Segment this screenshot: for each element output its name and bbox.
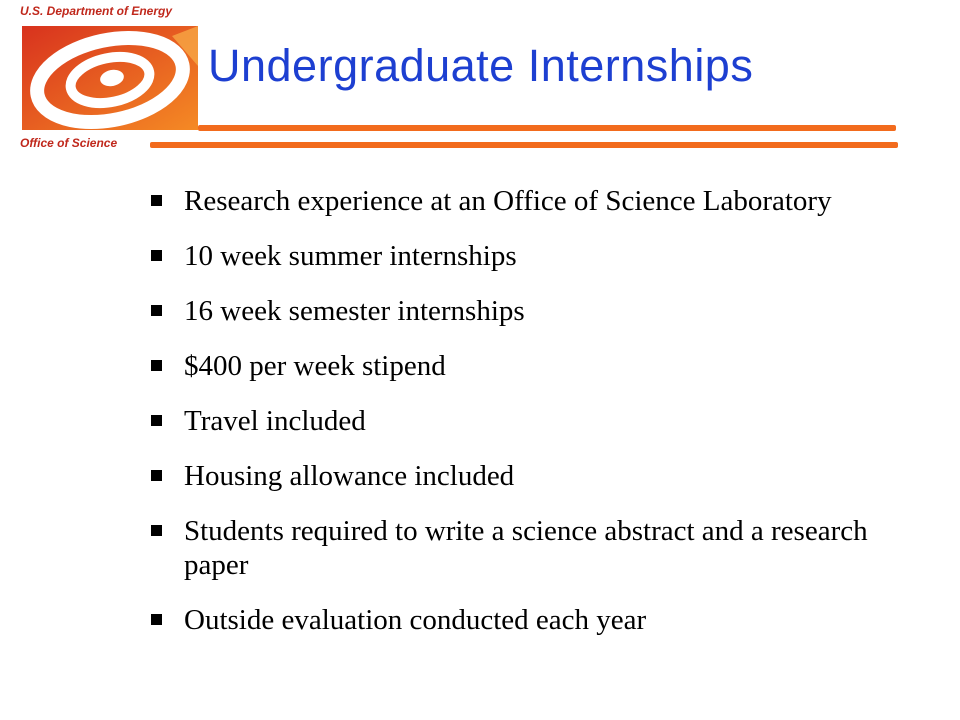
title-divider-top	[198, 125, 896, 131]
list-item	[148, 514, 888, 582]
list-item	[148, 239, 888, 273]
slide-title: Undergraduate Internships	[208, 40, 754, 91]
list-item	[148, 404, 888, 438]
bullet-text: 16 week semester internships	[184, 295, 525, 327]
bullet-marker-icon	[151, 415, 162, 426]
bullet-marker-icon	[151, 525, 162, 536]
organization-label: U.S. Department of Energy	[20, 4, 173, 18]
title-divider-bottom	[150, 142, 898, 148]
doe-office-of-science-logo-icon	[22, 26, 198, 130]
list-item	[148, 603, 888, 637]
bullet-marker-icon	[151, 250, 162, 261]
bullet-text: $400 per week stipend	[184, 350, 446, 382]
bullet-text: Outside evaluation conducted each year	[184, 604, 647, 636]
bullet-marker-icon	[151, 614, 162, 625]
bullet-marker-icon	[151, 470, 162, 481]
bullet-text: Research experience at an Office of Science Laboratory	[184, 185, 832, 217]
bullet-list	[148, 184, 888, 658]
bullet-marker-icon	[151, 360, 162, 371]
list-item	[148, 184, 888, 218]
office-label: Office of Science	[20, 136, 118, 150]
bullet-text: 10 week summer internships	[184, 240, 517, 272]
bullet-text: Housing allowance included	[184, 460, 515, 492]
bullet-marker-icon	[151, 195, 162, 206]
list-item	[148, 349, 888, 383]
bullet-text: Students required to write a science abstract and a research paper	[184, 515, 868, 581]
list-item	[148, 459, 888, 493]
bullet-text: Travel included	[184, 405, 366, 437]
bullet-marker-icon	[151, 305, 162, 316]
list-item	[148, 294, 888, 328]
